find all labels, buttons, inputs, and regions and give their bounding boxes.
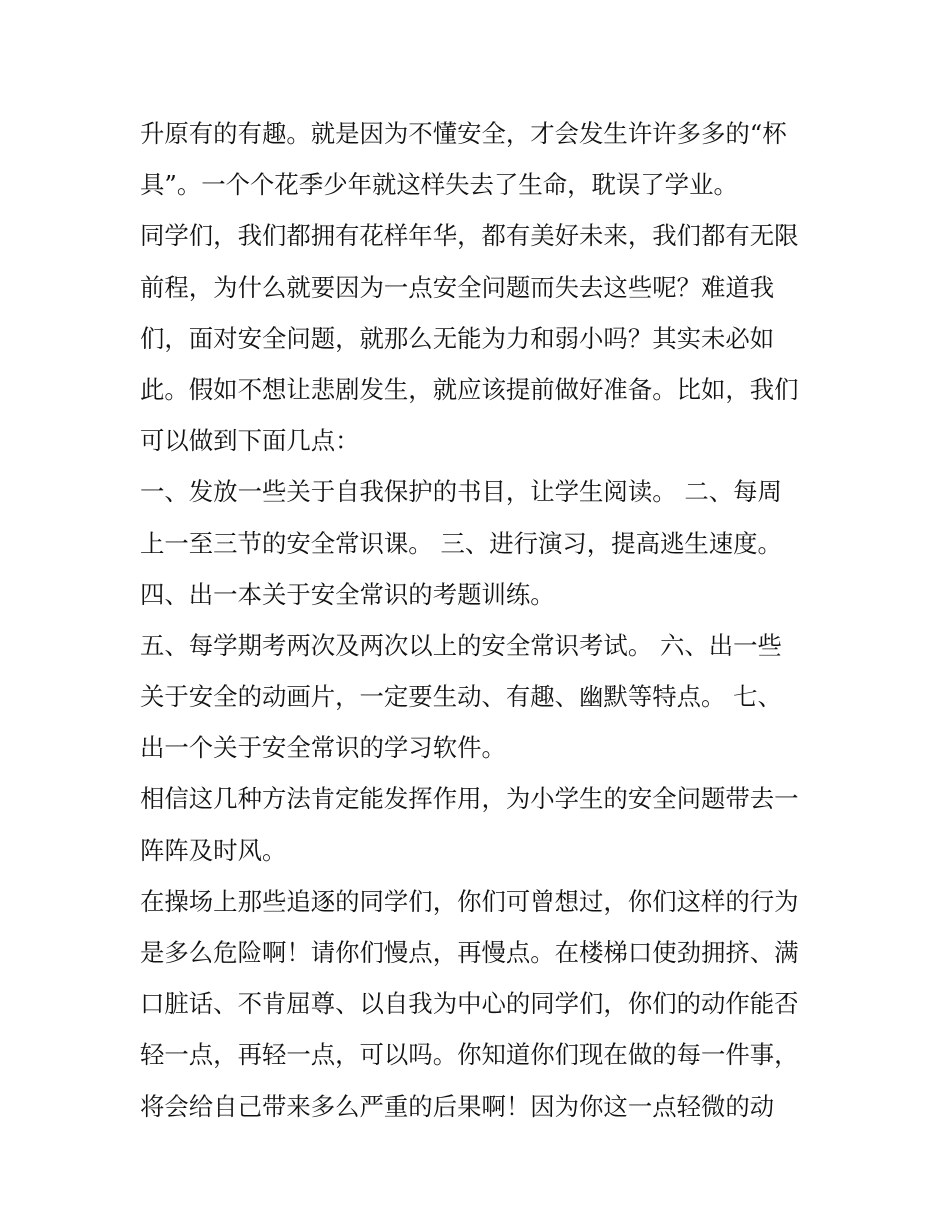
text-line: 在操场上那些追逐的同学们，你们可曾想过，你们这样的行为 (140, 886, 799, 916)
text-line: 口脏话、不肯屈尊、以自我为中心的同学们，你们的动作能否 (140, 989, 799, 1019)
text-line: 上一至三节的安全常识课。 三、进行演习，提高逃生速度。 (140, 528, 782, 558)
text-line: 们，面对安全问题，就那么无能为力和弱小吗？其实未必如 (140, 323, 775, 353)
text-line: 是多么危险啊！请你们慢点，再慢点。在楼梯口使劲拥挤、满 (140, 938, 799, 967)
text-line: 阵阵及时风。 (140, 835, 287, 865)
text-line: 关于安全的动画片，一定要生动、有趣、幽默等特点。 七、 (140, 682, 782, 712)
text-line: 升原有的有趣。就是因为不懂安全，才会发生许许多多的“杯 (140, 119, 787, 148)
text-line: 轻一点，再轻一点，可以吗。你知道你们现在做的每一件事， (140, 1040, 799, 1070)
text-line: 五、每学期考两次及两次以上的安全常识考试。 六、出一些 (140, 630, 782, 660)
text-line: 一、发放一些关于自我保护的书目，让学生阅读。 二、每周 (140, 477, 782, 507)
text-line: 同学们，我们都拥有花样年华，都有美好未来，我们都有无限 (140, 221, 799, 251)
text-line: 相信这几种方法肯定能发挥作用，为小学生的安全问题带去一 (140, 784, 799, 814)
text-line: 将会给自己带来多么严重的后果啊！因为你这一点轻微的动 (140, 1091, 775, 1121)
document-body (140, 108, 820, 1132)
text-line: 具”。一个个花季少年就这样失去了生命，耽误了学业。 (140, 170, 738, 200)
text-line: 此。假如不想让悲剧发生，就应该提前做好准备。比如，我们 (140, 374, 799, 404)
text-line: 四、出一本关于安全常识的考题训练。 (140, 579, 555, 609)
text-line: 出一个关于安全常识的学习软件。 (140, 733, 506, 763)
text-line: 可以做到下面几点： (140, 426, 360, 456)
text-line: 前程，为什么就要因为一点安全问题而失去这些呢？难道我 (140, 272, 775, 302)
